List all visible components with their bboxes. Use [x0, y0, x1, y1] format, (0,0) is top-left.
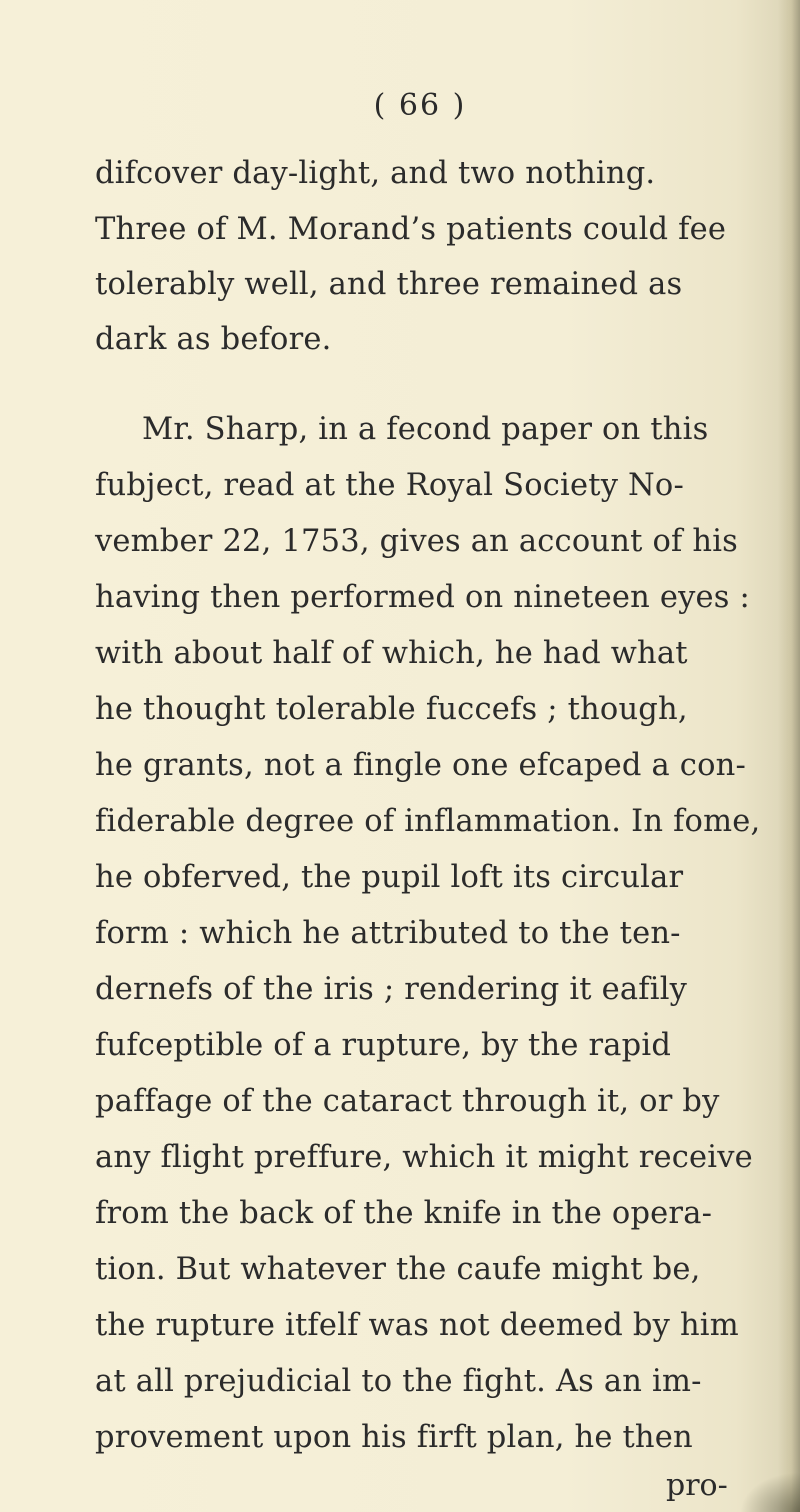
text-line-23: provement upon his firft plan, he then: [95, 1420, 693, 1455]
text-line-5: Mr. Sharp, in a fecond paper on this: [142, 412, 709, 447]
text-line-12: fiderable degree of inflammation. In fome,: [95, 804, 761, 839]
text-line-15: dernefs of the iris ; rendering it eafily: [95, 972, 688, 1007]
text-line-14: form : which he attributed to the ten-: [95, 916, 681, 951]
text-line-8: having then performed on nineteen eyes :: [95, 580, 750, 615]
text-line-11: he grants, not a fingle one efcaped a con-: [95, 748, 746, 783]
text-line-20: tion. But whatever the caufe might be,: [95, 1252, 701, 1287]
text-line-17: paffage of the cataract through it, or by: [95, 1084, 720, 1119]
page-edge-shadow: [778, 0, 800, 1512]
text-line-6: fubject, read at the Royal Society No-: [95, 468, 684, 503]
text-line-13: he obferved, the pupil loft its circular: [95, 860, 684, 895]
text-line-21: the rupture itfelf was not deemed by him: [95, 1308, 739, 1343]
catchword: pro-: [666, 1468, 728, 1503]
page-corner-shadow: [740, 1472, 800, 1512]
text-line-22: at all prejudicial to the fight. As an im-: [95, 1364, 702, 1399]
text-line-1: difcover day-light, and two nothing.: [95, 156, 656, 191]
text-line-18: any flight preffure, which it might receive: [95, 1140, 753, 1175]
text-line-7: vember 22, 1753, gives an account of his: [95, 524, 739, 559]
text-line-19: from the back of the knife in the opera-: [95, 1196, 713, 1231]
page-number-header: ( 66 ): [373, 88, 467, 123]
text-line-16: fufceptible of a rupture, by the rapid: [95, 1028, 672, 1063]
text-line-3: tolerably well, and three remained as: [95, 267, 683, 302]
text-line-10: he thought tolerable fuccefs ; though,: [95, 692, 688, 727]
text-line-9: with about half of which, he had what: [95, 636, 688, 671]
text-line-2: Three of M. Morand’s patients could fee: [95, 212, 727, 247]
text-line-4: dark as before.: [95, 322, 332, 357]
